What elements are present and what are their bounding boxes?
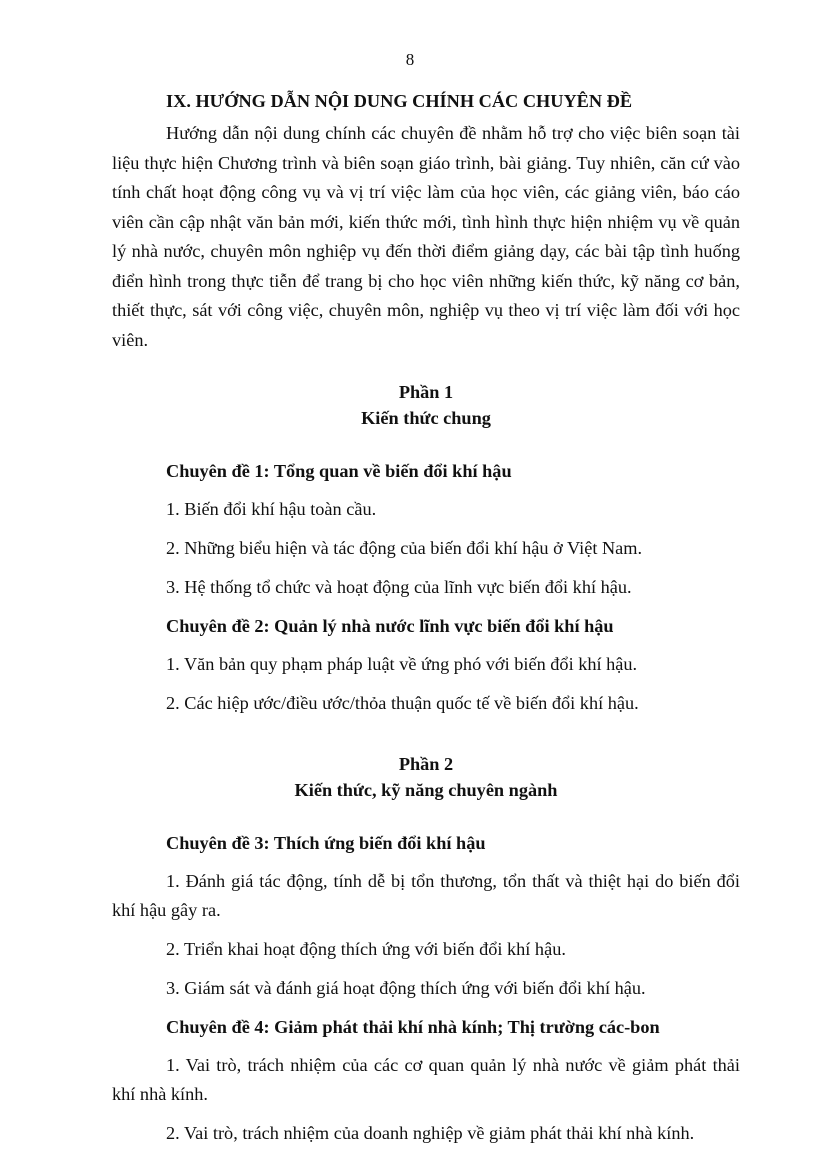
topic-title: Chuyên đề 2: Quản lý nhà nước lĩnh vực biến đổi khí hậu — [166, 616, 614, 636]
topic-item: 3. Hệ thống tổ chức và hoạt động của lĩnh vực biến đổi khí hậu. — [166, 577, 632, 597]
topic-title: Chuyên đề 1: Tổng quan về biến đổi khí hậu — [166, 461, 512, 481]
part-title: Kiến thức chung — [361, 408, 491, 428]
topic-item: 3. Giám sát và đánh giá hoạt động thích ứng với biến đổi khí hậu. — [166, 978, 646, 998]
topic-4 — [112, 1013, 740, 1148]
part-1 — [112, 379, 740, 718]
document-body — [112, 87, 740, 1148]
topic-title: Chuyên đề 3: Thích ứng biến đổi khí hậu — [166, 833, 486, 853]
part-label: Phần 1 — [398, 382, 454, 402]
topic-title: Chuyên đề 4: Giảm phát thải khí nhà kính; Thị trường các-bon — [166, 1017, 660, 1037]
topic-3 — [112, 829, 740, 1003]
part-label: Phần 2 — [398, 754, 454, 774]
topic-1 — [112, 457, 740, 602]
topic-item: 1. Biến đổi khí hậu toàn cầu. — [166, 499, 377, 519]
page-number: 8 — [405, 50, 415, 69]
topic-item: 2. Các hiệp ước/điều ước/thỏa thuận quốc tế về biến đổi khí hậu. — [166, 693, 639, 713]
topic-item: 1. Vai trò, trách nhiệm của các cơ quan quản lý nhà nước về giảm phát thải khí nhà kính. — [112, 1055, 740, 1104]
topic-item: 2. Triển khai hoạt động thích ứng với biến đổi khí hậu. — [166, 939, 566, 959]
topic-item: 2. Những biểu hiện và tác động của biến đổi khí hậu ở Việt Nam. — [166, 538, 643, 558]
part-title: Kiến thức, kỹ năng chuyên ngành — [294, 780, 558, 800]
topic-2 — [112, 612, 740, 718]
part-2 — [112, 751, 740, 1148]
section-title: IX. HƯỚNG DẪN NỘI DUNG CHÍNH CÁC CHUYÊN ĐỀ — [166, 91, 633, 111]
topic-item: 1. Văn bản quy phạm pháp luật về ứng phó với biến đổi khí hậu. — [166, 654, 638, 674]
topic-item: 1. Đánh giá tác động, tính dễ bị tổn thương, tổn thất và thiệt hại do biến đổi khí hậu gây ra. — [112, 871, 740, 920]
intro-paragraph: Hướng dẫn nội dung chính các chuyên đề nhằm hỗ trợ cho việc biên soạn tài liệu thực hiện Chương trình và biên soạn giáo trình, bài giảng. Tuy nhiên, căn cứ vào tính chất hoạt động công vụ và vị trí việc làm của học viên, các giảng viên, báo cáo viên cần cập nhật văn bản mới, kiến thức mới, tình hình thực hiện nhiệm vụ về quản lý nhà nước, chuyên môn nghiệp vụ đến thời điểm giảng dạy, các bài tập tình huống điển hình trong thực tiễn để trang bị cho học viên những kiến thức, kỹ năng cơ bản, thiết thực, sát với công việc, chuyên môn, nghiệp vụ theo vị trí việc làm đối với học viên. — [112, 123, 740, 350]
topic-item: 2. Vai trò, trách nhiệm của doanh nghiệp về giảm phát thải khí nhà kính. — [166, 1123, 695, 1143]
